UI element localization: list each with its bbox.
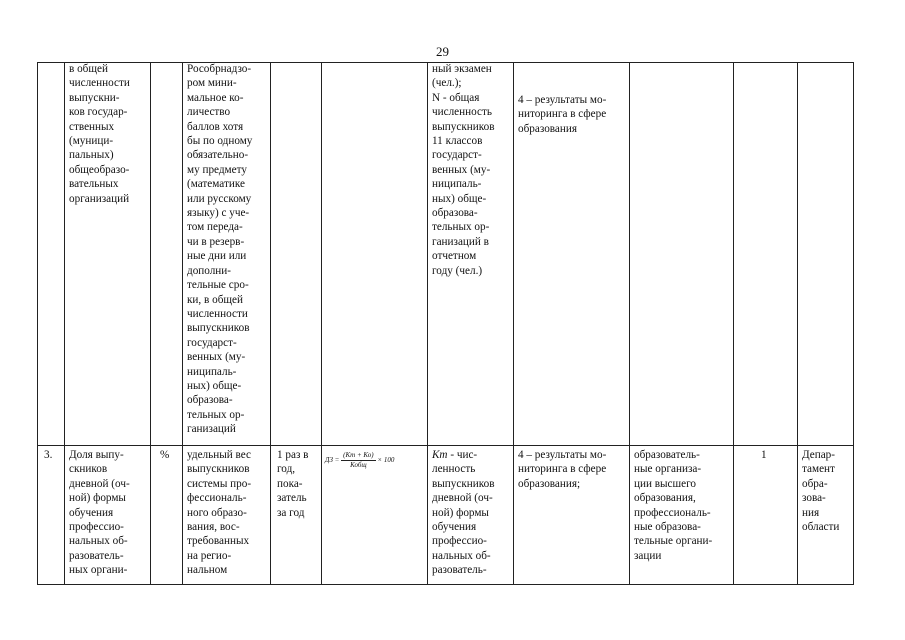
formula-multiplier: × 100	[377, 456, 395, 465]
table-bottom-border	[37, 584, 853, 585]
col-border-9	[733, 62, 734, 585]
col-border-1	[64, 62, 65, 585]
row2-indicator-name: Доля выпу- скников дневной (оч- ной) формы обучения профессио- нальных об- разователь- ных органи-	[69, 449, 130, 577]
col-border-10	[797, 62, 798, 585]
row2-unit: %	[160, 449, 170, 461]
row-divider	[37, 445, 853, 446]
row2-var-symbol: Кт	[432, 449, 448, 461]
row2-var-text: - чис- ленность выпускников дневной (оч- ной) формы обучения профессио- нальных об- разователь-	[432, 449, 495, 577]
row1-variables: ный экзамен (чел.); N - общая численность выпускников 11 классов государст- венных (му- ниципаль- ных) обще- образова- тельных ор- ганизаций в отчетном году (чел.)	[432, 63, 495, 277]
row2-formula	[325, 451, 425, 470]
col-border-0	[37, 62, 38, 585]
formula-lhs: ДЗ =	[325, 456, 340, 465]
row2-variables	[432, 448, 512, 578]
page-number: 29	[436, 44, 449, 59]
row1-definition: Рособрнадзо- ром мини- мальное ко- личество баллов хотя бы по одному обязательно- му предмету (математике или русскому языку) с уче- том переда- чи в резерв- ные дни или дополни- тельные сро- ки, в общей численности выпускников государст- венных (му- ниципаль- ных) обще- образова- тельных ор- ганизаций	[187, 63, 253, 436]
col-border-8	[629, 62, 630, 585]
col-border-6	[427, 62, 428, 585]
col-border-2	[150, 62, 151, 585]
row2-source: 4 – результаты мо- ниторинга в сфере образования;	[518, 449, 607, 490]
row2-count: 1	[761, 449, 767, 461]
col-border-4	[270, 62, 271, 585]
row2-responsible: Депар- тамент обра- зова- ния области	[802, 449, 840, 534]
formula-numerator: (Кт + Ко)	[343, 451, 374, 459]
row2-definition: удельный вес выпускников системы про- фессиональ- ного образо- вания, вос- требованных на регио- нальном	[187, 449, 252, 577]
formula-denominator: Кобщ	[350, 461, 367, 469]
row2-periodicity: 1 раз в год, пока- затель за год	[277, 449, 309, 519]
formula-fraction	[341, 451, 375, 470]
col-border-7	[513, 62, 514, 585]
col-border-11	[853, 62, 854, 585]
row2-number: 3.	[44, 449, 53, 461]
col-border-3	[182, 62, 183, 585]
row1-indicator-name: в общей численности выпускни- ков государ- ственных (муници- пальных) общеобразо- вательных организаций	[69, 63, 130, 205]
row1-source: 4 – результаты мо- ниторинга в сфере образования	[518, 94, 607, 135]
col-border-5	[321, 62, 322, 585]
row2-respondents: образователь- ные организа- ции высшего образования, профессиональ- ные образова- тельные органи- зации	[634, 449, 713, 562]
